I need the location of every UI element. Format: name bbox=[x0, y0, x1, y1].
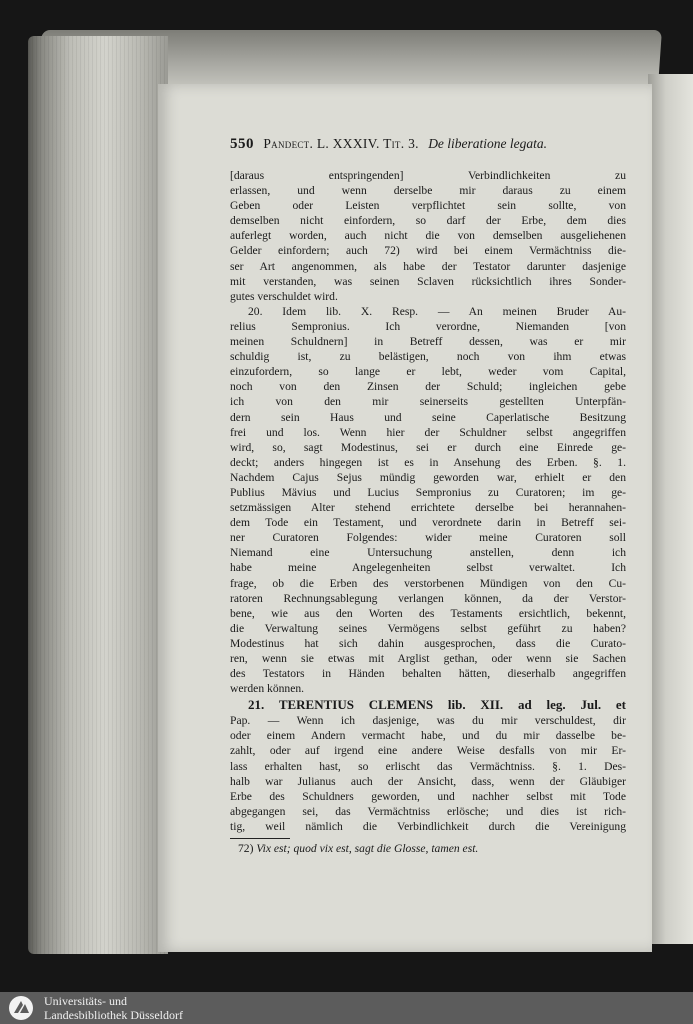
text-line: ren, wenn sie etwas mit Arglist gethan, oder wenn sie Sachen bbox=[230, 652, 626, 665]
text-line: ratoren Rechnungsablegung verlangen können, da der Verstor- bbox=[230, 591, 626, 605]
text-line: erlassen, und wenn derselbe mir daraus zu einem bbox=[230, 184, 626, 198]
text-line: auferlegt worden, auch nicht die von demselben ausgeliehenen bbox=[230, 229, 626, 243]
text-line: demselben nicht einfordern, so darf der Erbe, dem dies bbox=[230, 214, 626, 228]
book-page bbox=[158, 84, 652, 952]
text-line: dem Tode ein Testament, und verordnete darin in Betreff sei- bbox=[230, 516, 626, 530]
text-line: [daraus entspringenden] Verbindlichkeiten zu bbox=[230, 169, 626, 182]
text-line: Nachdem Cajus Sejus mündig geworden war, erhielt er den bbox=[230, 470, 626, 484]
running-head bbox=[230, 136, 610, 158]
body-text bbox=[230, 168, 626, 834]
text-line: 20. Idem lib. X. Resp. — An meinen Bruder Au- bbox=[248, 304, 626, 318]
text-line: zahlt, oder auf irgend eine andere Weise desfalls von mir Er- bbox=[230, 744, 626, 758]
text-line: tig, weil nämlich die Verbindlichkeit durch die Vereinigung bbox=[230, 819, 626, 833]
text-line: ich von den mir seinerseits gestellten Unterpfän- bbox=[230, 395, 626, 409]
page-block-edge bbox=[28, 36, 168, 954]
footnote-text: Vix est; quod vix est, sagt die Glosse, tamen est. bbox=[256, 842, 479, 855]
text-line: 21. TERENTIUS CLEMENS lib. XII. ad leg. Jul. et bbox=[248, 697, 626, 713]
running-head-title: Pandect. L. XXXIV. Tit. 3. bbox=[263, 136, 419, 151]
footnote bbox=[238, 842, 628, 855]
text-line: Geben oder Leisten verpflichtet sein sollte, von bbox=[230, 199, 626, 213]
text-line: oder einem Andern vermacht habe, und du mir dasselbe be- bbox=[230, 729, 626, 743]
text-line: lass erhalten hast, so erlischt das Vermächtniss. §. 1. Des- bbox=[230, 759, 626, 773]
library-footer bbox=[0, 992, 693, 1024]
text-line: setzmässigen Alter stehend errichtete derselbe bei herannahen- bbox=[230, 501, 626, 515]
text-line: Modestinus hat sich dahin ausgesprochen, dass die Curato- bbox=[230, 636, 626, 650]
text-line: frei und los. Wenn hier der Schuldner selbst angegriffen bbox=[230, 425, 626, 439]
text-line: ner Curatoren Folgendes: wider meine Curatoren soll bbox=[230, 531, 626, 545]
text-line: dern sein Haus und seine Caperlatische Besitzung bbox=[230, 410, 626, 424]
footer-line-2: Landesbibliothek Düsseldorf bbox=[44, 1008, 183, 1022]
footnote-marker: 72) bbox=[238, 842, 254, 855]
text-line: Pap. — Wenn ich dasjenige, was du mir verschuldest, dir bbox=[230, 714, 626, 728]
text-line: werden können. bbox=[230, 682, 305, 696]
text-line: relius Sempronius. Ich verordne, Niemanden [von bbox=[230, 319, 626, 333]
text-line: gutes verschuldet wird. bbox=[230, 289, 338, 303]
text-line: einzufordern, so lange er lebt, weder vom Capital, bbox=[230, 365, 626, 379]
text-line: Gelder einfordern; auch 72) wird bei einem Vermächtniss die- bbox=[230, 244, 626, 258]
footnote-rule bbox=[230, 838, 290, 839]
text-line: des Testators in Händen behalten hätten, dieserhalb angegriffen bbox=[230, 667, 626, 681]
library-logo-icon bbox=[8, 995, 34, 1021]
text-line: mit verstanden, was seinen Sclaven rücksichtlich ihres Sonder- bbox=[230, 274, 626, 288]
text-line: frage, ob die Erben des verstorbenen Mündigen von den Cu- bbox=[230, 576, 626, 590]
text-line: deckt; anders hingegen ist es in Ansehung des Erben. §. 1. bbox=[230, 455, 626, 469]
text-line: schuldig ist, zu belästigen, noch von ihm etwas bbox=[230, 350, 626, 364]
text-line: halb war Julianus auch der Ansicht, dass, wenn der Gläubiger bbox=[230, 774, 626, 788]
text-line: bene, wie aus den Worten des Testaments ersichtlich, bekennt, bbox=[230, 606, 626, 620]
text-line: habe meine Angelegenheiten selbst verwaltet. Ich bbox=[230, 561, 626, 575]
running-head-subtitle: De liberatione legata. bbox=[428, 136, 548, 151]
text-line: Erbe des Schuldners geworden, und nachher selbst mit Tode bbox=[230, 789, 626, 803]
facing-page-edge bbox=[648, 74, 693, 944]
text-line: meinen Schuldnern] in Betreff dessen, was er mir bbox=[230, 335, 626, 349]
footer-line-1: Universitäts- und bbox=[44, 994, 127, 1008]
text-line: Publius Mävius und Lucius Sempronius zu Curatoren; im ge- bbox=[230, 485, 626, 499]
page-number: 550 bbox=[230, 136, 254, 152]
text-line: Niemand eine Untersuchung anstellen, denn ich bbox=[230, 546, 626, 560]
text-line: abgegangen sei, das Vermächtniss erlösche; und dies ist rich- bbox=[230, 804, 626, 818]
text-line: ser Art angenommen, als habe der Testator darunter dasjenige bbox=[230, 259, 626, 273]
text-line: wird, so, sagt Modestinus, sei er durch eine Einrede ge- bbox=[230, 440, 626, 454]
text-line: die Verwaltung seines Vermögens selbst geführt zu haben? bbox=[230, 621, 626, 635]
text-line: noch von den Zinsen der Schuld; ingleichen gebe bbox=[230, 380, 626, 394]
